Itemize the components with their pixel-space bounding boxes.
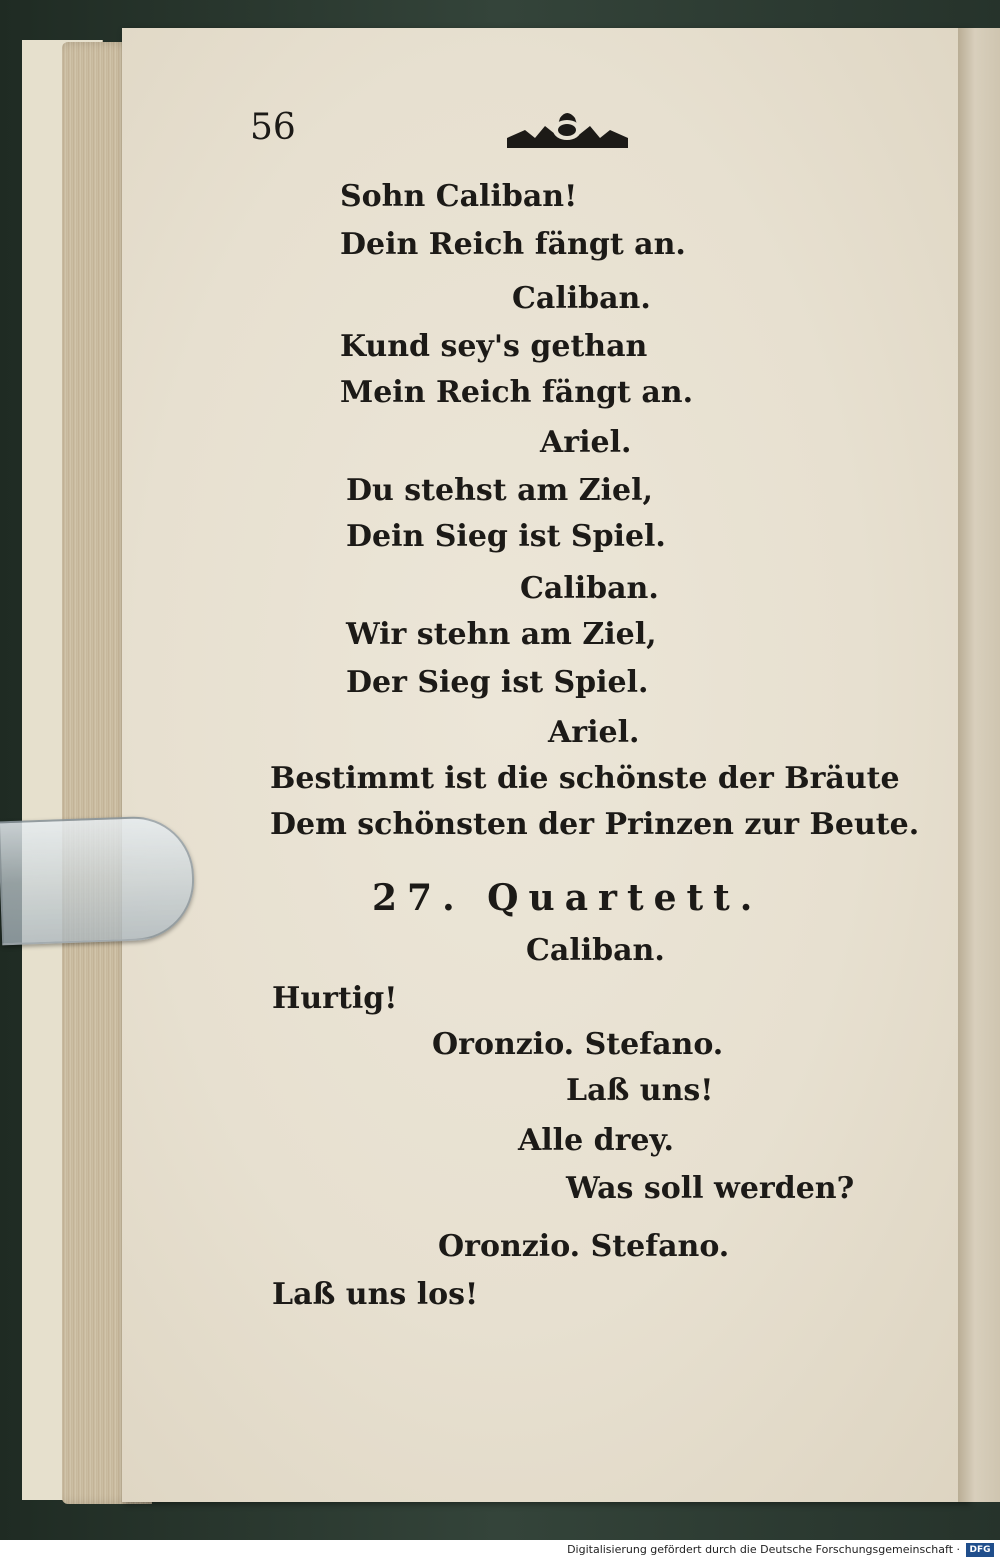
speaker-name: Oronzio. Stefano. [438, 1229, 730, 1264]
page-number: 56 [250, 107, 296, 148]
verse-line: Sohn Caliban! [340, 179, 578, 214]
printer-ornament [505, 108, 630, 154]
verse-line: Hurtig! [272, 981, 398, 1016]
book-cover-right [958, 28, 1000, 1502]
verse-line: Laß uns! [566, 1073, 714, 1108]
verse-line: Kund sey's gethan [340, 329, 648, 364]
speaker-name: Caliban. [520, 571, 659, 606]
glass-page-holder [0, 815, 196, 946]
verse-line: Laß uns los! [272, 1277, 479, 1312]
verse-line: Der Sieg ist Spiel. [346, 665, 649, 700]
footer-credit: Digitalisierung gefördert durch die Deutsche Forschungsgemeinschaft · [567, 1543, 960, 1556]
verse-line: Mein Reich fängt an. [340, 375, 694, 410]
verse-line: Du stehst am Ziel, [346, 473, 653, 508]
verse-line: Dein Reich fängt an. [340, 227, 686, 262]
footer-bar [0, 1540, 1000, 1560]
verse-line: Was soll werden? [566, 1171, 855, 1206]
speaker-name: Ariel. [540, 425, 632, 460]
verse-line: Wir stehn am Ziel, [346, 617, 657, 652]
dfg-logo: DFG [966, 1543, 994, 1557]
speaker-name: Oronzio. Stefano. [432, 1027, 724, 1062]
verse-line: Dein Sieg ist Spiel. [346, 519, 666, 554]
speaker-name: Alle drey. [518, 1123, 674, 1158]
speaker-name: Caliban. [526, 933, 665, 968]
speaker-name: Caliban. [512, 281, 651, 316]
verse-line: Bestimmt ist die schönste der Bräute [270, 761, 900, 796]
verse-line: Dem schönsten der Prinzen zur Beute. [270, 807, 920, 842]
section-heading: 27. Quartett. [372, 877, 763, 919]
speaker-name: Ariel. [548, 715, 640, 750]
